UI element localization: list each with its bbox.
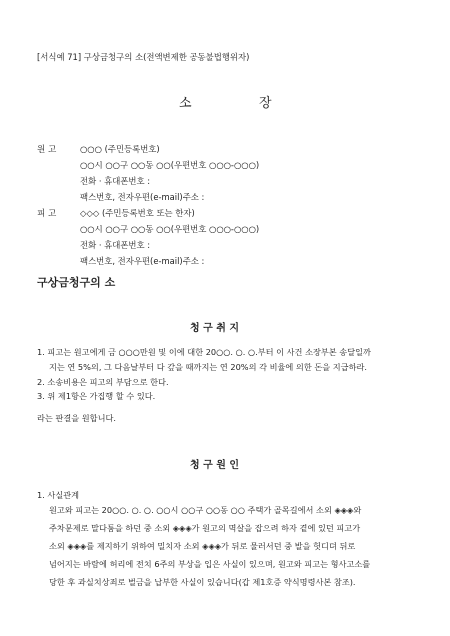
- defendant-address: ○○시 ○○구 ○○동 ○○(우편번호 ○○○-○○○): [80, 224, 260, 234]
- document-title-first: 소: [179, 96, 192, 111]
- claim-cause-heading: 청 구 원 인: [190, 460, 240, 471]
- plaintiff-name: ○○○ (주민등록번호): [80, 144, 160, 154]
- plaintiff-address: ○○시 ○○구 ○○동 ○○(우편번호 ○○○-○○○): [80, 160, 260, 170]
- facts-subheading: 1. 사실관계: [37, 490, 80, 500]
- defendant-phone: 전화 · 휴대폰번호 :: [80, 240, 151, 250]
- document-title-second: 장: [259, 96, 272, 111]
- case-name: 구상금청구의 소: [37, 276, 116, 289]
- facts-line-2: 주차문제로 말다툼을 하던 중 소외 ◈◈◈가 원고의 멱살을 잡으려 하자 곁에 있던 피고가: [49, 523, 361, 533]
- claim-item-2: 2. 소송비용은 피고의 부담으로 한다.: [37, 377, 169, 387]
- plaintiff-phone: 전화 · 휴대폰번호 :: [80, 176, 151, 186]
- facts-line-3: 소외 ◈◈◈를 제지하기 위하여 밀치자 소외 ◈◈◈가 뒤로 물러서던 중 발을 헛디뎌 뒤로: [49, 541, 356, 551]
- defendant-role: 피 고: [37, 209, 57, 219]
- claim-purpose-heading: 청 구 취 지: [190, 323, 240, 334]
- judgment-request: 라는 판결을 원합니다.: [37, 413, 116, 423]
- claim-item-1-continued: 지는 연 5%의, 그 다음날부터 다 갚을 때까지는 연 20%의 각 비율에 의한 돈을 지급하라.: [49, 362, 368, 372]
- defendant-fax-email: 팩스번호, 전자우편(e-mail)주소 :: [80, 256, 205, 266]
- plaintiff-role: 원 고: [37, 145, 57, 155]
- claim-item-1: 1. 피고는 원고에게 금 ○○○만원 및 이에 대한 20○○. ○. ○.부터 이 사건 소장부본 송달일까: [37, 347, 371, 357]
- defendant-name: ◇◇◇ (주민등록번호 또는 한자): [80, 208, 195, 218]
- plaintiff-fax-email: 팩스번호, 전자우편(e-mail)주소 :: [80, 192, 205, 202]
- facts-line-5: 당한 후 과실치상죄로 벌금을 납부한 사실이 있습니다(갑 제1호증 약식명령사본 참조).: [49, 577, 356, 587]
- claim-item-3: 3. 위 제1항은 가집행 할 수 있다.: [37, 391, 156, 401]
- facts-line-1: 원고와 피고는 20○○. ○. ○. ○○시 ○○구 ○○동 ○○ 주택가 골목길에서 소외 ◈◈◈와: [49, 505, 362, 515]
- form-header: [서식예 71] 구상금청구의 소(전액변제한 공동불법행위자): [37, 52, 250, 62]
- facts-line-4: 넘어지는 바람에 허리에 전치 6주의 부상을 입은 사실이 있으며, 원고와 피고는 형사고소를: [49, 559, 371, 569]
